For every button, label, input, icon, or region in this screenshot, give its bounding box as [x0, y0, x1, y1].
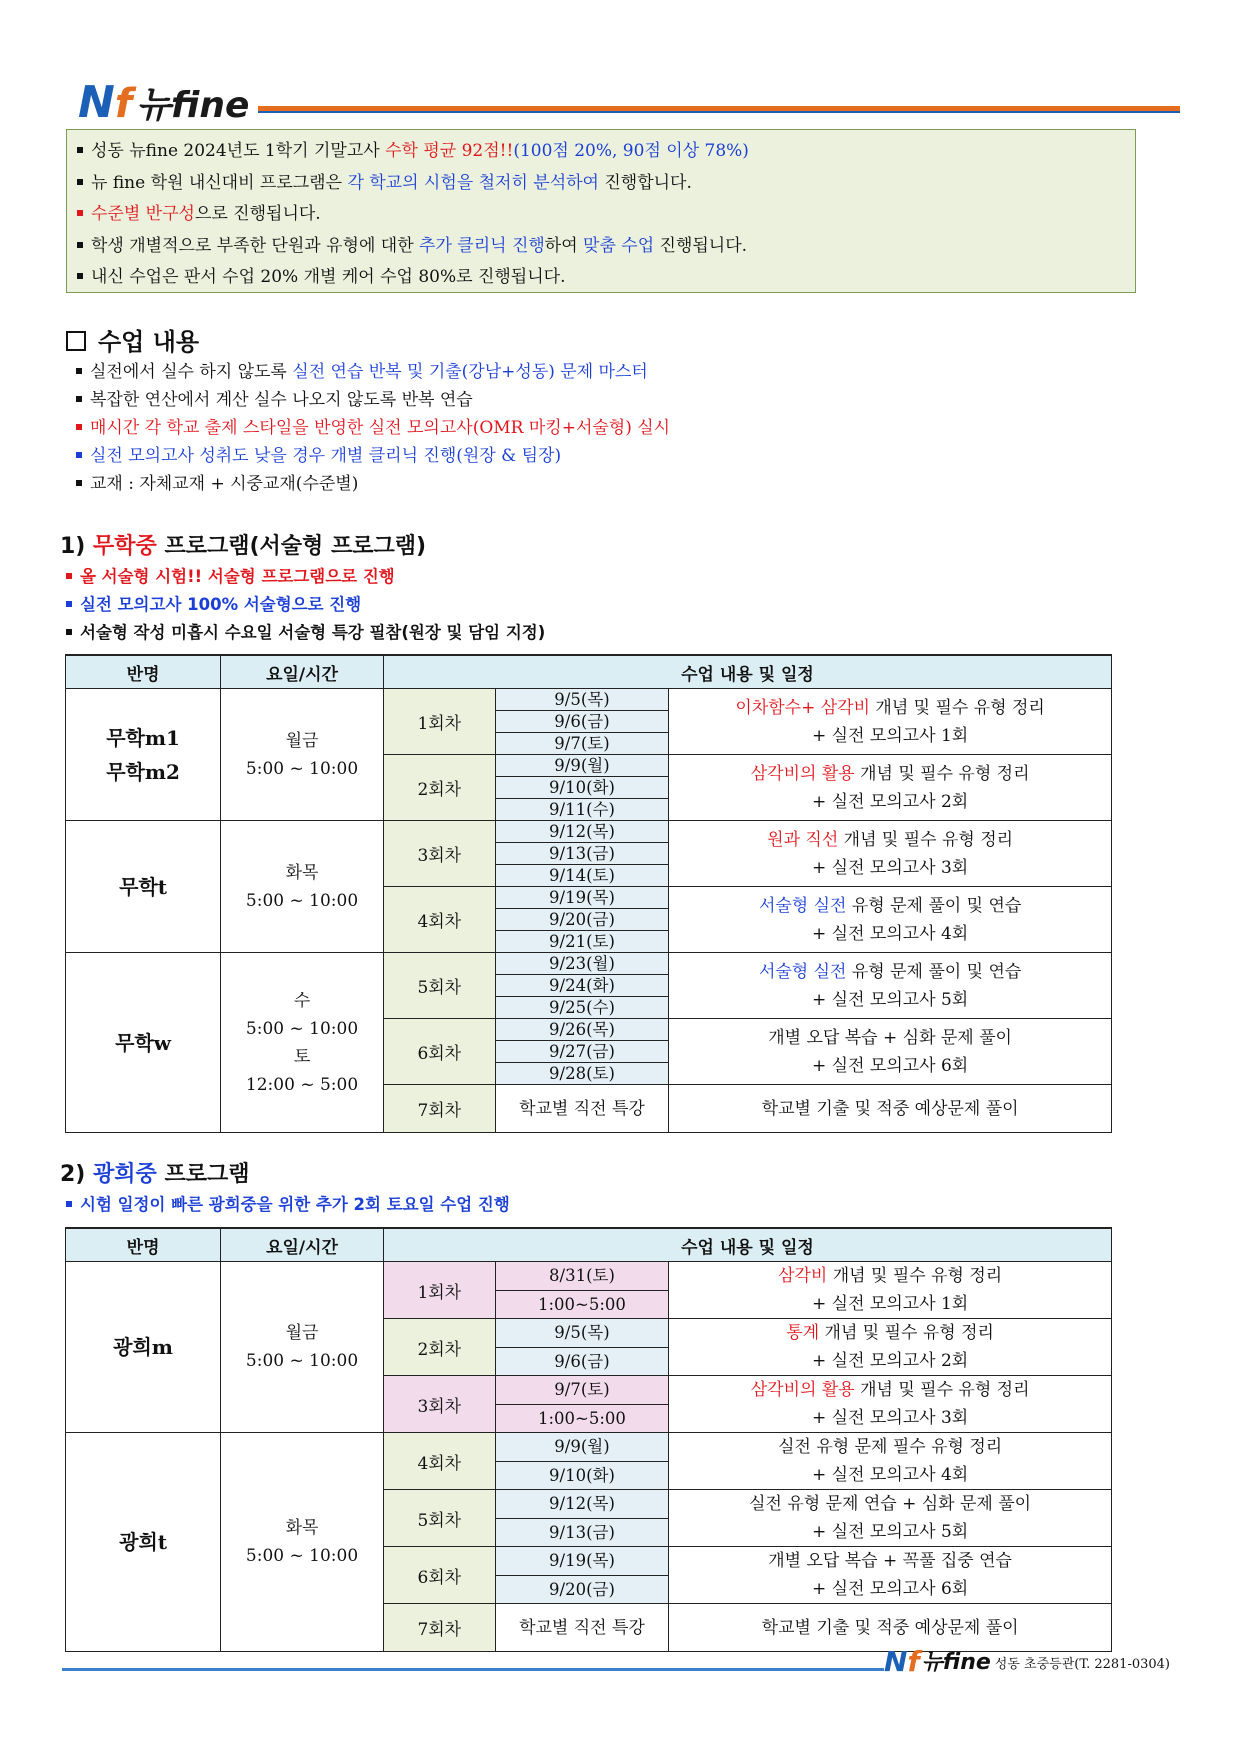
- date-cell: 9/13(금): [495, 843, 669, 865]
- bullet-square-icon: [76, 424, 82, 430]
- description-line-2: + 실전 모의고사 2회: [812, 791, 969, 812]
- class-name: 무학m1: [106, 725, 180, 750]
- class-name: 무학t: [119, 874, 168, 899]
- round-description: [669, 1019, 1112, 1085]
- class-name: 광희m: [113, 1335, 173, 1359]
- text-run: 수준별 반구성: [91, 204, 195, 224]
- description-text: 개별 오답 복습 + 심화 문제 풀이: [768, 1027, 1012, 1048]
- round-label: 6회차: [383, 1019, 495, 1085]
- footer-logo-text: 뉴fine: [921, 1650, 991, 1675]
- class-time: 5:00 ~ 10:00: [245, 890, 359, 911]
- round-description: [669, 689, 1112, 755]
- description-text: 개별 오답 복습 + 꼭풀 집중 연습: [768, 1551, 1012, 1571]
- bullet-square-icon: [76, 480, 82, 486]
- date-cell: 9/14(토): [495, 865, 669, 887]
- description-line-2: + 실전 모의고사 3회: [812, 857, 969, 878]
- date-cell: 9/6(금): [495, 1347, 669, 1376]
- text-run: 추가 클리닉 진행: [419, 235, 545, 256]
- table-row: [66, 953, 1112, 975]
- description-line-2: + 실전 모의고사 2회: [812, 1351, 969, 1371]
- description-line-2: + 실전 모의고사 3회: [812, 1408, 969, 1428]
- notice-line: [77, 231, 1125, 263]
- date-cell: 9/10(화): [495, 777, 669, 799]
- program2-title: 2) 광희중 프로그램: [60, 1162, 250, 1187]
- text-run: 교재 : 자체교재 + 시중교재(수준별): [90, 474, 359, 494]
- description-text: 개념 및 필수 유형 정리: [838, 829, 1014, 850]
- round-description: [669, 1262, 1112, 1319]
- round-label: 2회차: [383, 1319, 495, 1376]
- special-lecture-cell: 학교별 직전 특강: [495, 1085, 669, 1133]
- description-line-1: [669, 826, 1111, 854]
- text-run: 매시간 각 학교 출제 스타일을 반영한 실전 모의고사(OMR 마킹+서술형) 실시: [90, 418, 671, 438]
- text-run: 실전 모의고사 성취도 낮을 경우 개별 클리닉 진행(원장 & 팀장): [90, 446, 562, 466]
- description-text: 개념 및 필수 유형 정리: [854, 1380, 1030, 1400]
- highlight-topic: 서술형 실전: [758, 961, 847, 982]
- text-run: 실전 연습 반복 및 기출(강남+성동) 문제 마스터: [292, 362, 648, 382]
- content-list: [76, 358, 670, 498]
- column-header: 요일/시간: [221, 655, 384, 689]
- date-cell: 8/31(토): [495, 1262, 669, 1291]
- text-run: 맞춤 수업: [583, 235, 655, 256]
- round-label: 3회차: [383, 821, 495, 887]
- description-line-1: [669, 1490, 1111, 1518]
- checkbox-square-icon: [66, 331, 86, 351]
- round-description: 학교별 기출 및 적중 예상문제 풀이: [669, 1085, 1112, 1133]
- date-cell: 9/11(수): [495, 799, 669, 821]
- highlight-topic: 삼각비의 활용: [750, 1380, 855, 1400]
- bullet-text: 서술형 작성 미흡시 수요일 서술형 특강 필참(원장 및 담임 지정): [80, 623, 546, 642]
- date-cell: 9/5(목): [495, 1319, 669, 1348]
- content-item-line: [76, 414, 670, 442]
- program2-bullets: [66, 1191, 510, 1219]
- highlight-topic: 삼각비: [778, 1266, 828, 1286]
- round-label: 3회차: [383, 1376, 495, 1433]
- description-line-2: + 실전 모의고사 4회: [812, 923, 969, 944]
- bullet-square-icon: [77, 210, 83, 216]
- logo-mark: Nf: [78, 77, 133, 128]
- notice-box: [66, 129, 1136, 293]
- class-name-cell: [66, 953, 221, 1133]
- column-header: 수업 내용 및 일정: [383, 655, 1111, 689]
- bullet-square-icon: [77, 179, 83, 185]
- date-cell: 9/28(토): [495, 1063, 669, 1085]
- highlight-topic: 통계: [786, 1323, 820, 1343]
- footer-divider: [62, 1668, 884, 1671]
- description-line-1: [669, 1024, 1111, 1052]
- bullet-square-icon: [76, 452, 82, 458]
- description-line-1: [669, 1433, 1111, 1461]
- date-cell: 9/27(금): [495, 1041, 669, 1063]
- footer-logo: [884, 1645, 1170, 1678]
- text-run: 성동 뉴fine 2024년도 1학기 기말고사: [91, 141, 386, 161]
- class-time-cell: [221, 1433, 384, 1652]
- date-cell: 9/7(토): [495, 733, 669, 755]
- round-label: 1회차: [383, 689, 495, 755]
- round-description: [669, 887, 1112, 953]
- program1-bullets: [66, 563, 545, 647]
- round-label: 6회차: [383, 1547, 495, 1604]
- notice-line: [77, 136, 1125, 168]
- table-header-row: [66, 655, 1112, 689]
- date-cell: 9/6(금): [495, 711, 669, 733]
- program2-schedule-table: [65, 1227, 1112, 1652]
- bullet-square-icon: [66, 601, 72, 607]
- bullet-square-icon: [76, 396, 82, 402]
- date-cell: 9/21(토): [495, 931, 669, 953]
- description-line-1: [669, 958, 1111, 986]
- round-description: [669, 1490, 1112, 1547]
- class-time: 5:00 ~ 10:00: [245, 758, 359, 779]
- class-time: 12:00 ~ 5:00: [245, 1074, 359, 1095]
- class-time: 화목: [285, 862, 319, 883]
- class-time-cell: [221, 821, 384, 953]
- bullet-square-icon: [66, 1201, 72, 1207]
- round-label: 4회차: [383, 887, 495, 953]
- class-time-cell: [221, 1262, 384, 1433]
- description-line-2: + 실전 모의고사 1회: [812, 725, 969, 746]
- brand-logo: [78, 70, 249, 126]
- text-run: 실전에서 실수 하지 않도록: [90, 362, 293, 382]
- class-name-cell: [66, 821, 221, 953]
- date-cell: 9/7(토): [495, 1376, 669, 1405]
- notice-line: [77, 168, 1125, 200]
- highlight-topic: 서술형 실전: [758, 895, 847, 916]
- round-description: [669, 1376, 1112, 1433]
- description-text: 개념 및 필수 유형 정리: [870, 697, 1045, 718]
- date-cell: 9/25(수): [495, 997, 669, 1019]
- description-text: 실전 유형 문제 필수 유형 정리: [778, 1437, 1003, 1457]
- round-label: 7회차: [383, 1604, 495, 1652]
- date-cell: 9/19(목): [495, 1547, 669, 1576]
- class-time: 5:00 ~ 10:00: [245, 1546, 359, 1566]
- highlight-topic: 원과 직선: [767, 829, 839, 850]
- description-text: 유형 문제 풀이 및 연습: [846, 895, 1022, 916]
- date-cell: 9/20(금): [495, 1575, 669, 1604]
- text-run: (100점 20%, 90점 이상 78%): [513, 141, 749, 161]
- description-line-1: [669, 1262, 1111, 1290]
- table-row: [66, 689, 1112, 711]
- description-line-1: [669, 1319, 1111, 1347]
- description-line-2: + 실전 모의고사 6회: [812, 1055, 969, 1076]
- bullet-square-icon: [77, 242, 83, 248]
- description-text: 개념 및 필수 유형 정리: [827, 1266, 1003, 1286]
- bullet-text: 올 서술형 시험!! 서술형 프로그램으로 진행: [80, 567, 395, 586]
- text-run: 진행됩니다.: [654, 235, 748, 256]
- content-item-line: [76, 442, 670, 470]
- text-run: 수학 평균 92점!!: [385, 141, 514, 161]
- date-cell: 9/13(금): [495, 1518, 669, 1547]
- round-description: [669, 1433, 1112, 1490]
- description-line-2: + 실전 모의고사 1회: [812, 1294, 969, 1314]
- bullet-square-icon: [76, 368, 82, 374]
- round-description: [669, 1319, 1112, 1376]
- bullet-text: 시험 일정이 빠른 광희중을 위한 추가 2회 토요일 수업 진행: [80, 1195, 510, 1214]
- date-cell: 9/26(목): [495, 1019, 669, 1041]
- table-row: [66, 821, 1112, 843]
- date-cell: 9/24(화): [495, 975, 669, 997]
- date-cell: 1:00~5:00: [495, 1404, 669, 1433]
- notice-line: [77, 199, 1125, 231]
- bullet-line: [66, 1191, 510, 1219]
- round-description: [669, 953, 1112, 1019]
- round-label: 5회차: [383, 1490, 495, 1547]
- section-title: 수업 내용: [66, 322, 199, 357]
- bullet-square-icon: [77, 147, 83, 153]
- program1-schedule-table: [65, 654, 1112, 1133]
- date-cell: 9/20(금): [495, 909, 669, 931]
- round-label: 1회차: [383, 1262, 495, 1319]
- class-name: 무학w: [115, 1030, 171, 1055]
- date-cell: 9/12(목): [495, 1490, 669, 1519]
- description-text: 유형 문제 풀이 및 연습: [846, 961, 1022, 982]
- table-row: [66, 1433, 1112, 1462]
- bullet-square-icon: [66, 629, 72, 635]
- description-line-1: [669, 892, 1111, 920]
- description-text: 개념 및 필수 유형 정리: [819, 1323, 994, 1343]
- class-time-cell: [221, 953, 384, 1133]
- content-item-line: [76, 358, 670, 386]
- text-run: 뉴 fine 학원 내신대비 프로그램은: [91, 172, 348, 193]
- notice-line: [77, 262, 1125, 294]
- text-run: 각 학교의 시험을 철저히 분석하여: [347, 172, 599, 193]
- date-cell: 1:00~5:00: [495, 1290, 669, 1319]
- class-time: 5:00 ~ 10:00: [245, 1351, 359, 1371]
- text-run: 학생 개별적으로 부족한 단원과 유형에 대한: [91, 235, 420, 256]
- class-time: 토: [293, 1046, 311, 1067]
- date-cell: 9/19(목): [495, 887, 669, 909]
- bullet-square-icon: [77, 273, 83, 279]
- date-cell: 9/9(월): [495, 755, 669, 777]
- round-label: 2회차: [383, 755, 495, 821]
- text-run: 진행합니다.: [598, 172, 692, 193]
- bullet-square-icon: [66, 573, 72, 579]
- text-run: 하여: [544, 235, 584, 256]
- column-header: 반명: [66, 655, 221, 689]
- content-item-line: [76, 386, 670, 414]
- description-line-2: + 실전 모의고사 4회: [812, 1465, 969, 1485]
- round-label: 4회차: [383, 1433, 495, 1490]
- footer-address: 성동 초중등관(T. 2281-0304): [994, 1657, 1170, 1672]
- date-cell: 9/5(목): [495, 689, 669, 711]
- program1-title: 1) 무학중 프로그램(서술형 프로그램): [60, 534, 427, 559]
- round-description: 학교별 기출 및 적중 예상문제 풀이: [669, 1604, 1112, 1652]
- column-header: 요일/시간: [221, 1228, 384, 1262]
- description-line-2: + 실전 모의고사 5회: [812, 989, 969, 1010]
- class-name-cell: [66, 1433, 221, 1652]
- class-time: 수: [293, 990, 311, 1011]
- content-item-line: [76, 470, 670, 498]
- class-name: 광희t: [119, 1530, 168, 1554]
- round-label: 7회차: [383, 1085, 495, 1133]
- bullet-line: [66, 591, 545, 619]
- bullet-text: 실전 모의고사 100% 서술형으로 진행: [80, 595, 362, 614]
- table-row: [66, 1262, 1112, 1291]
- column-header: 반명: [66, 1228, 221, 1262]
- bullet-line: [66, 619, 545, 647]
- highlight-topic: 이차함수+ 삼각비: [735, 697, 871, 718]
- round-description: [669, 755, 1112, 821]
- column-header: 수업 내용 및 일정: [383, 1228, 1111, 1262]
- class-name-cell: [66, 689, 221, 821]
- round-description: [669, 821, 1112, 887]
- class-time: 5:00 ~ 10:00: [245, 1018, 359, 1039]
- class-time: 월금: [285, 730, 319, 751]
- class-name: 무학m2: [106, 759, 180, 784]
- class-name-cell: [66, 1262, 221, 1433]
- highlight-topic: 삼각비의 활용: [750, 763, 855, 784]
- description-line-1: [669, 760, 1111, 788]
- table-header-row: [66, 1228, 1112, 1262]
- footer-logo-mark: Nf: [884, 1645, 920, 1678]
- description-line-1: [669, 694, 1111, 722]
- description-line-2: + 실전 모의고사 6회: [812, 1579, 969, 1599]
- description-line-1: [669, 1376, 1111, 1404]
- special-lecture-cell: 학교별 직전 특강: [495, 1604, 669, 1652]
- bullet-line: [66, 563, 545, 591]
- date-cell: 9/23(월): [495, 953, 669, 975]
- date-cell: 9/12(목): [495, 821, 669, 843]
- text-run: 으로 진행됩니다.: [194, 204, 321, 224]
- class-time: 화목: [285, 1518, 319, 1538]
- logo-text: 뉴fine: [136, 85, 250, 126]
- round-label: 5회차: [383, 953, 495, 1019]
- text-run: 복잡한 연산에서 계산 실수 나오지 않도록 반복 연습: [90, 390, 473, 410]
- description-line-1: [669, 1547, 1111, 1575]
- header-divider-blue: [258, 111, 1180, 113]
- description-text: 실전 유형 문제 연습 + 심화 문제 풀이: [749, 1494, 1032, 1514]
- text-run: 내신 수업은 판서 수업 20% 개별 케어 수업 80%로 진행됩니다.: [91, 267, 566, 287]
- class-time: 월금: [285, 1323, 319, 1343]
- description-text: 개념 및 필수 유형 정리: [854, 763, 1030, 784]
- date-cell: 9/9(월): [495, 1433, 669, 1462]
- round-description: [669, 1547, 1112, 1604]
- date-cell: 9/10(화): [495, 1461, 669, 1490]
- description-line-2: + 실전 모의고사 5회: [812, 1522, 969, 1542]
- class-time-cell: [221, 689, 384, 821]
